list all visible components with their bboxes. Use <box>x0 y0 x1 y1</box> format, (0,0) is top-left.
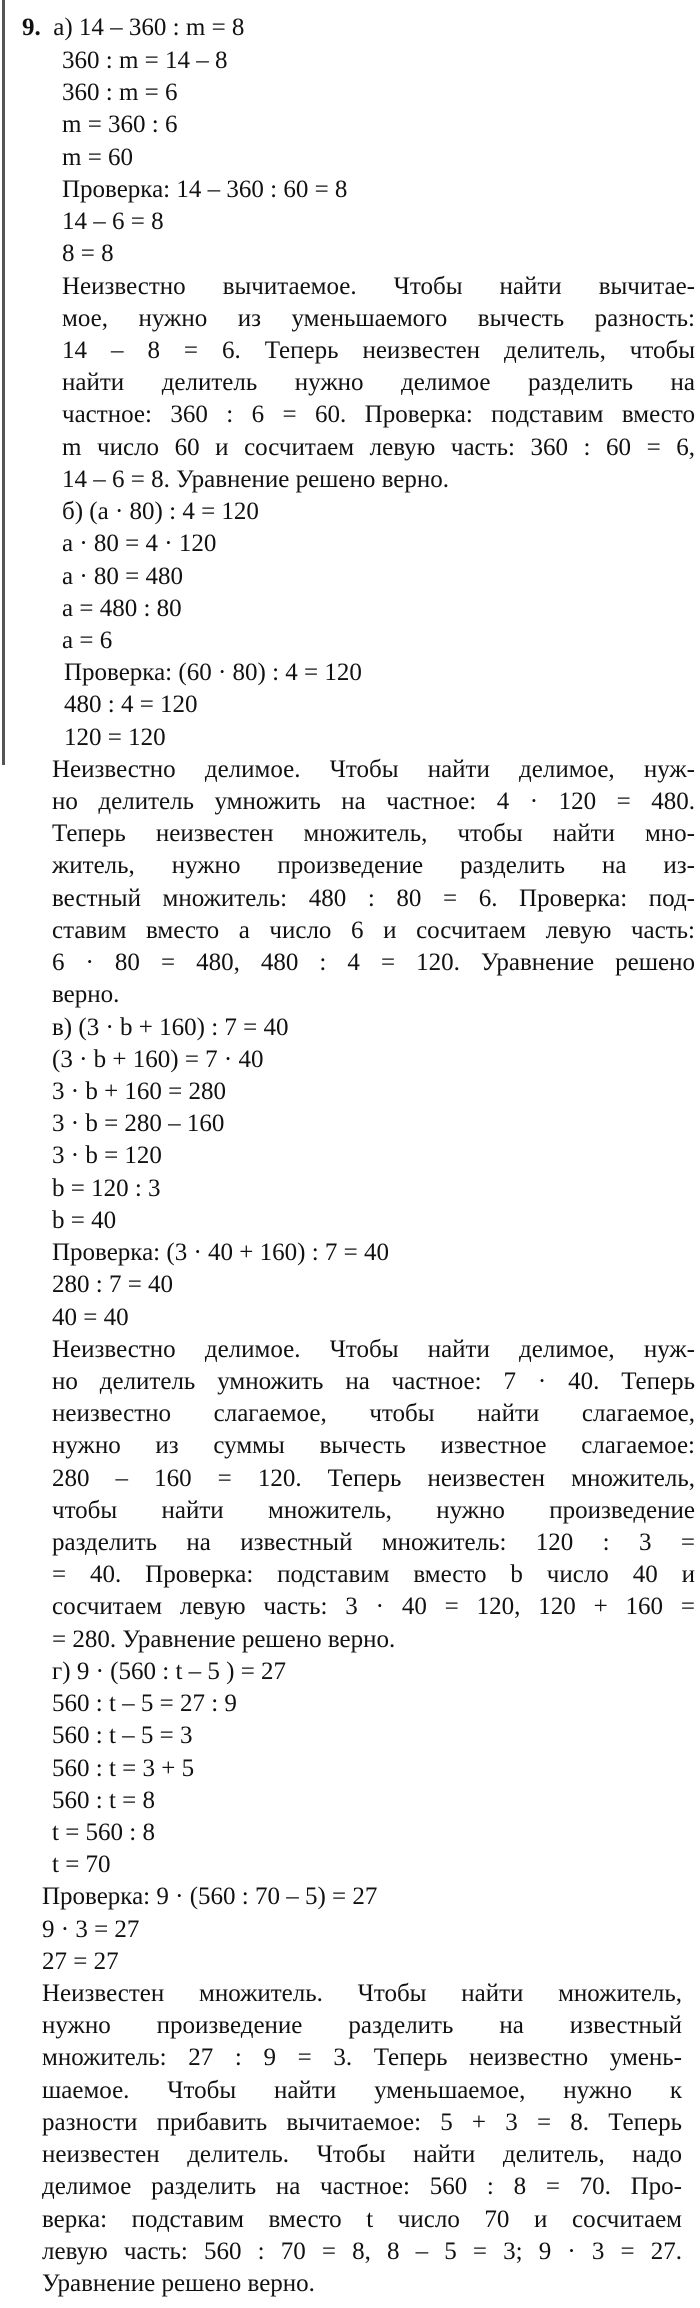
check-line: 9 · 3 = 27 <box>42 1915 140 1943</box>
explanation-line: верно. <box>52 981 120 1009</box>
step: 3 · b = 120 <box>52 1142 162 1170</box>
explanation-line: разности прибавить вычитаемое: 5 + 3 = 8. Теперь <box>42 2108 682 2136</box>
part-d-header <box>52 1656 286 1688</box>
step: 3 · b + 160 = 280 <box>52 1077 227 1105</box>
step: 560 : t = 8 <box>52 1786 155 1814</box>
explanation-line: мое, нужно из уменьшаемого вычесть разность: <box>62 304 695 332</box>
explanation-line: нужно из суммы вычесть известное слагаемое: <box>52 1432 695 1460</box>
step: m = 60 <box>62 143 134 171</box>
part-label-d: г) <box>52 1657 71 1685</box>
explanation-line: житель, нужно произведение разделить на из- <box>52 852 695 880</box>
part-c-equation: (3 · b + 160) : 7 = 40 <box>78 1013 289 1041</box>
step: 3 · b = 280 – 160 <box>52 1110 225 1138</box>
exercise-header <box>22 12 244 44</box>
explanation-line: вестный множитель: 480 : 80 = 6. Проверка: под- <box>52 884 695 912</box>
explanation-line: = 40. Проверка: подставим вместо b число 40 и <box>52 1561 695 1589</box>
check-line: 8 = 8 <box>62 240 114 268</box>
step: m = 360 : 6 <box>62 111 178 139</box>
explanation-line: сосчитаем левую часть: 3 · 40 = 120, 120 + 160 = <box>52 1593 695 1621</box>
explanation-line: Уравнение решено верно. <box>42 2270 315 2297</box>
part-d-equation: 9 · (560 : t – 5 ) = 27 <box>76 1657 287 1685</box>
explanation-line: верка: подставим вместо t число 70 и сосчитаем <box>42 2205 682 2233</box>
explanation-line: m число 60 и сосчитаем левую часть: 360 : 60 = 6, <box>62 433 695 461</box>
explanation-line: 14 – 6 = 8. Уравнение решено верно. <box>62 465 450 493</box>
step: a = 480 : 80 <box>62 594 182 622</box>
step: a · 80 = 480 <box>62 562 184 590</box>
check-line: 27 = 27 <box>42 1947 119 1975</box>
part-b-equation: (a · 80) : 4 = 120 <box>89 498 259 526</box>
step: 560 : t = 3 + 5 <box>52 1754 195 1782</box>
explanation-line: левую часть: 560 : 70 = 8, 8 – 5 = 3; 9 · 3 = 27. <box>42 2237 682 2265</box>
explanation-line: частное: 360 : 6 = 60. Проверка: подставим вместо <box>62 401 695 429</box>
explanation-line: 280 – 160 = 120. Теперь неизвестен множитель, <box>52 1464 695 1492</box>
step: a · 80 = 4 · 120 <box>62 530 217 558</box>
check-line: Проверка: 14 – 360 : 60 = 8 <box>62 175 348 203</box>
step: 560 : t – 5 = 3 <box>52 1722 193 1750</box>
check-line: 14 – 6 = 8 <box>62 208 164 236</box>
step: 360 : m = 6 <box>62 79 178 107</box>
explanation-line: неизвестно слагаемое, чтобы найти слагаемое, <box>52 1400 695 1428</box>
explanation-line: Теперь неизвестен множитель, чтобы найти мно- <box>52 820 695 848</box>
explanation-line: Неизвестно делимое. Чтобы найти делимое, нуж- <box>52 1335 695 1363</box>
exercise-number: 9. <box>22 13 41 41</box>
explanation-line: но делитель умножить на частное: 4 · 120 = 480. <box>52 788 695 816</box>
check-line: 480 : 4 = 120 <box>64 691 198 719</box>
explanation-line: чтобы найти множитель, нужно произведение <box>52 1496 695 1524</box>
explanation-line: множитель: 27 : 9 = 3. Теперь неизвестно умень- <box>42 2044 682 2072</box>
step: a = 6 <box>62 626 113 654</box>
explanation-line: Неизвестен множитель. Чтобы найти множитель, <box>42 1980 682 2008</box>
explanation-line: 6 · 80 = 480, 480 : 4 = 120. Уравнение решено <box>52 949 695 977</box>
check-line: 120 = 120 <box>64 723 166 751</box>
part-b-header <box>62 496 259 528</box>
check-line: Проверка: (60 · 80) : 4 = 120 <box>64 659 362 687</box>
explanation-line: = 280. Уравнение решено верно. <box>52 1625 396 1653</box>
explanation-line: нужно произведение разделить на известный <box>42 2012 682 2040</box>
step: 560 : t – 5 = 27 : 9 <box>52 1690 237 1718</box>
explanation-line: Неизвестно вычитаемое. Чтобы найти вычитае- <box>62 272 695 300</box>
step: t = 560 : 8 <box>52 1818 155 1846</box>
explanation-line: но делитель умножить на частное: 7 · 40. Теперь <box>52 1367 695 1395</box>
explanation-line: Неизвестно делимое. Чтобы найти делимое, нуж- <box>52 755 695 783</box>
part-label-c: в) <box>52 1013 73 1041</box>
margin-rule <box>2 0 5 765</box>
check-line: 40 = 40 <box>52 1303 129 1331</box>
step: b = 40 <box>52 1206 117 1234</box>
step: 360 : m = 14 – 8 <box>62 47 228 75</box>
part-label-b: б) <box>62 498 84 526</box>
part-a-equation: 14 – 360 : m = 8 <box>78 13 245 41</box>
step: b = 120 : 3 <box>52 1174 161 1202</box>
explanation-line: разделить на известный множитель: 120 : 3 = <box>52 1529 695 1557</box>
step: t = 70 <box>52 1851 111 1879</box>
check-line: Проверка: (3 · 40 + 160) : 7 = 40 <box>52 1239 389 1267</box>
check-line: 280 : 7 = 40 <box>52 1271 174 1299</box>
part-c-header <box>52 1012 289 1044</box>
explanation-line: шаемое. Чтобы найти уменьшаемое, нужно к <box>42 2076 682 2104</box>
explanation-line: неизвестен делитель. Чтобы найти делитель, надо <box>42 2141 682 2169</box>
explanation-line: 14 – 8 = 6. Теперь неизвестен делитель, чтобы <box>62 337 695 364</box>
part-label-a: а) <box>53 13 73 41</box>
explanation-line: ставим вместо a число 6 и сосчитаем левую часть: <box>52 916 695 944</box>
explanation-line: делимое разделить на частное: 560 : 8 = 70. Про- <box>42 2173 682 2201</box>
check-line: Проверка: 9 · (560 : 70 – 5) = 27 <box>42 1883 378 1911</box>
step: (3 · b + 160) = 7 · 40 <box>52 1045 264 1073</box>
explanation-line: найти делитель нужно делимое разделить на <box>62 369 695 397</box>
